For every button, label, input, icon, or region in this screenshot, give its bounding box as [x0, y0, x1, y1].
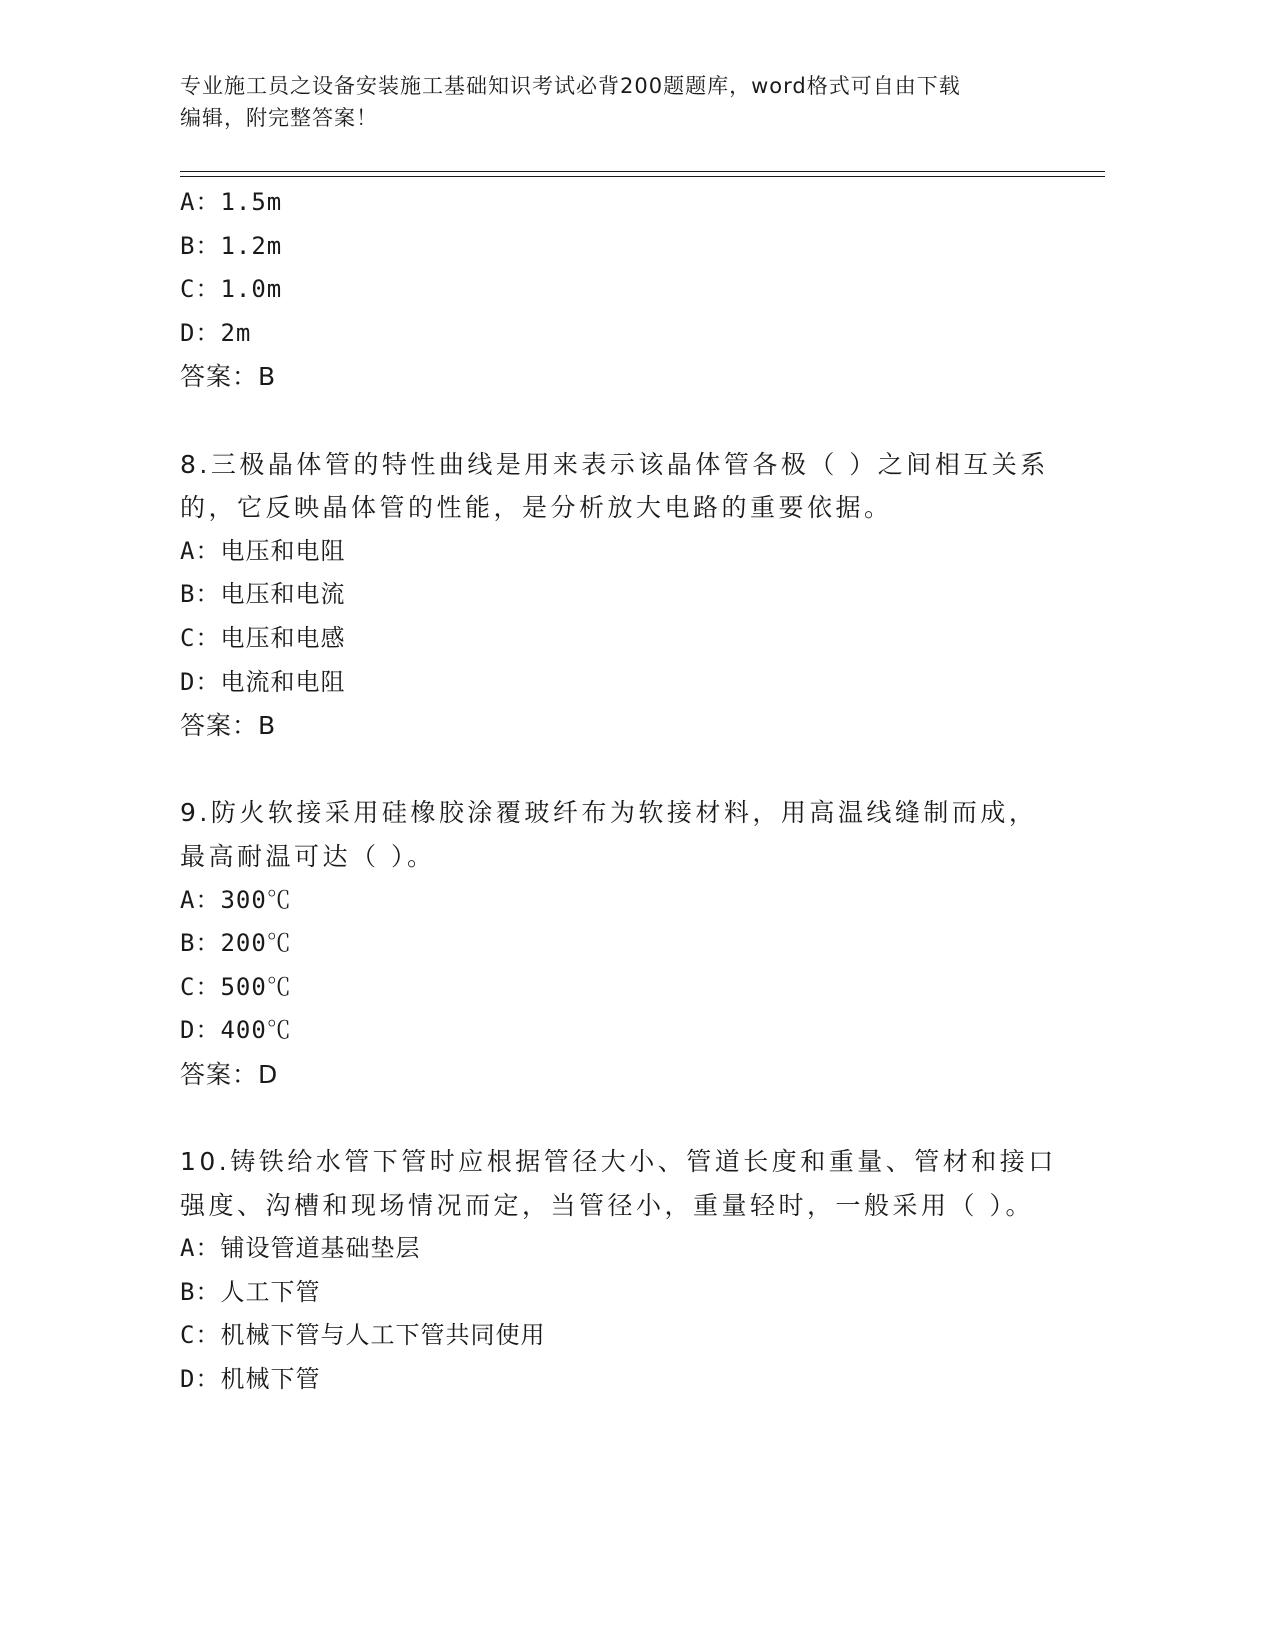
option-c: C：机械下管与人工下管共同使用 — [180, 1321, 546, 1350]
option-b: B：1.2m — [180, 231, 283, 260]
question-8 — [180, 443, 1080, 748]
question-text-line-1: 8.三极晶体管的特性曲线是用来表示该晶体管各极（ ）之间相互关系 — [180, 449, 1049, 479]
header-divider-top — [180, 171, 1105, 172]
question-text-line-2: 的，它反映晶体管的性能，是分析放大电路的重要依据。 — [180, 493, 893, 523]
question-text-line-1: 10.铸铁给水管下管时应根据管径大小、管道长度和重量、管材和接口 — [180, 1147, 1057, 1177]
option-c: C：500℃ — [180, 972, 292, 1001]
question-7 — [180, 181, 1080, 399]
option-b: B：人工下管 — [180, 1277, 321, 1306]
option-d: D：电流和电阻 — [180, 667, 346, 696]
answer: 答案：D — [180, 1059, 279, 1089]
question-text-line-2: 强度、沟槽和现场情况而定，当管径小，重量轻时，一般采用（ ）。 — [180, 1190, 1034, 1220]
spacer — [180, 399, 1080, 443]
question-list — [180, 181, 1080, 1402]
option-d: D：2m — [180, 318, 252, 347]
option-c: C：电压和电感 — [180, 623, 346, 652]
option-d: D：机械下管 — [180, 1365, 321, 1394]
question-10 — [180, 1140, 1080, 1402]
document-header — [180, 70, 1040, 134]
answer: 答案：B — [180, 362, 277, 392]
question-text-line-2: 最高耐温可达（ ）。 — [180, 841, 436, 871]
header-line-1: 专业施工员之设备安装施工基础知识考试必背200题题库，word格式可自由下载 — [180, 74, 961, 98]
option-a: A：电压和电阻 — [180, 536, 346, 565]
answer: 答案：B — [180, 711, 277, 741]
option-b: B：200℃ — [180, 929, 292, 958]
option-d: D：400℃ — [180, 1016, 292, 1045]
option-a: A：1.5m — [180, 188, 283, 216]
option-a: A：300℃ — [180, 885, 292, 914]
question-text-line-1: 9.防火软接采用硅橡胶涂覆玻纤布为软接材料，用高温线缝制而成， — [180, 798, 1038, 828]
question-9 — [180, 791, 1080, 1096]
option-a: A：铺设管道基础垫层 — [180, 1234, 421, 1263]
option-b: B：电压和电流 — [180, 580, 346, 609]
spacer — [180, 1096, 1080, 1140]
option-c: C：1.0m — [180, 275, 283, 304]
header-divider-bottom — [180, 176, 1105, 177]
spacer — [180, 748, 1080, 792]
header-line-2: 编辑，附完整答案！ — [180, 106, 378, 130]
